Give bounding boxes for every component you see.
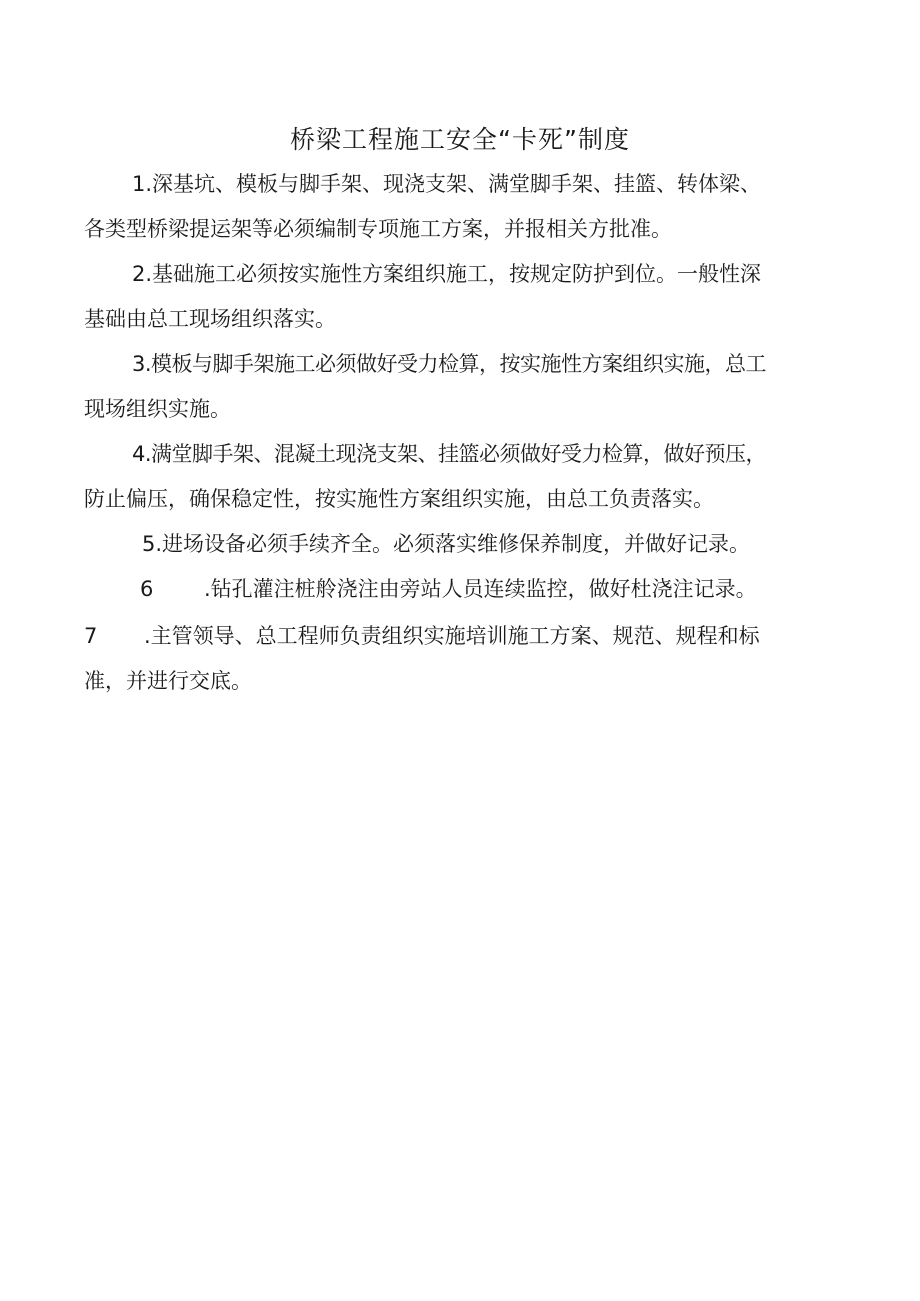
document-title: 桥梁工程施工安全“卡死”制度 <box>290 125 630 154</box>
rule-item-1 <box>84 162 854 252</box>
rule-item-4 <box>84 432 854 522</box>
rule-item-3 <box>84 342 854 432</box>
rule-item-2-line-2: 基础由总工现场组织落实。 <box>84 307 336 331</box>
rule-item-2-line-1 <box>84 252 854 297</box>
rule-item-1-line-2: 各类型桥梁提运架等必须编制专项施工方案，并报相关方批准。 <box>84 217 672 241</box>
rule-text: .进场设备必须手续齐全。必须落实维修保养制度，并做好记录。 <box>155 532 751 556</box>
rule-item-7-line-1 <box>84 614 854 659</box>
rule-number: 5 <box>142 532 156 556</box>
rule-text: .基础施工必须按实施性方案组织施工，按规定防护到位。一般性深 <box>145 262 762 286</box>
rule-number: 2 <box>132 262 146 286</box>
rule-item-3-line-1 <box>84 342 854 387</box>
rule-item-4-line-1 <box>84 432 854 477</box>
rule-number: 3 <box>132 352 145 376</box>
rule-item-5-line-1 <box>84 522 854 567</box>
rule-text: .钻孔灌注桩舲浇注由旁站人员连续监控，做好杜浇注记录。 <box>204 577 757 601</box>
rule-text: .满堂脚手架、混凝土现浇支架、挂篮必须做好受力检算，做好预压， <box>144 442 767 466</box>
rule-item-5 <box>84 522 854 567</box>
rule-text: .模板与脚手架施工必须做好受力检算，按实施性方案组织实施，总工 <box>144 352 767 376</box>
rule-item-6-line-1 <box>84 567 854 612</box>
rule-text: .深基坑、模板与脚手架、现浇支架、满堂脚手架、挂篮、转体梁、 <box>145 172 762 196</box>
rule-item-7 <box>84 614 854 704</box>
rule-item-1-line-1 <box>84 162 854 207</box>
rule-item-4-line-2: 防止偏压，确保稳定性，按实施性方案组织实施，由总工负责落实。 <box>84 487 714 511</box>
rule-text: .主管领导、总工程师负责组织实施培训施工方案、规范、规程和标 <box>144 624 760 648</box>
rule-number: 7 <box>84 624 98 648</box>
rule-item-3-line-2: 现场组织实施。 <box>84 397 231 421</box>
rule-number: 4 <box>132 442 145 466</box>
rule-number: 1 <box>132 172 146 196</box>
rule-item-2 <box>84 252 854 342</box>
rule-number: 6 <box>140 577 154 601</box>
rule-item-6 <box>84 567 854 612</box>
rule-item-7-line-2: 准，并进行交底。 <box>84 669 252 693</box>
